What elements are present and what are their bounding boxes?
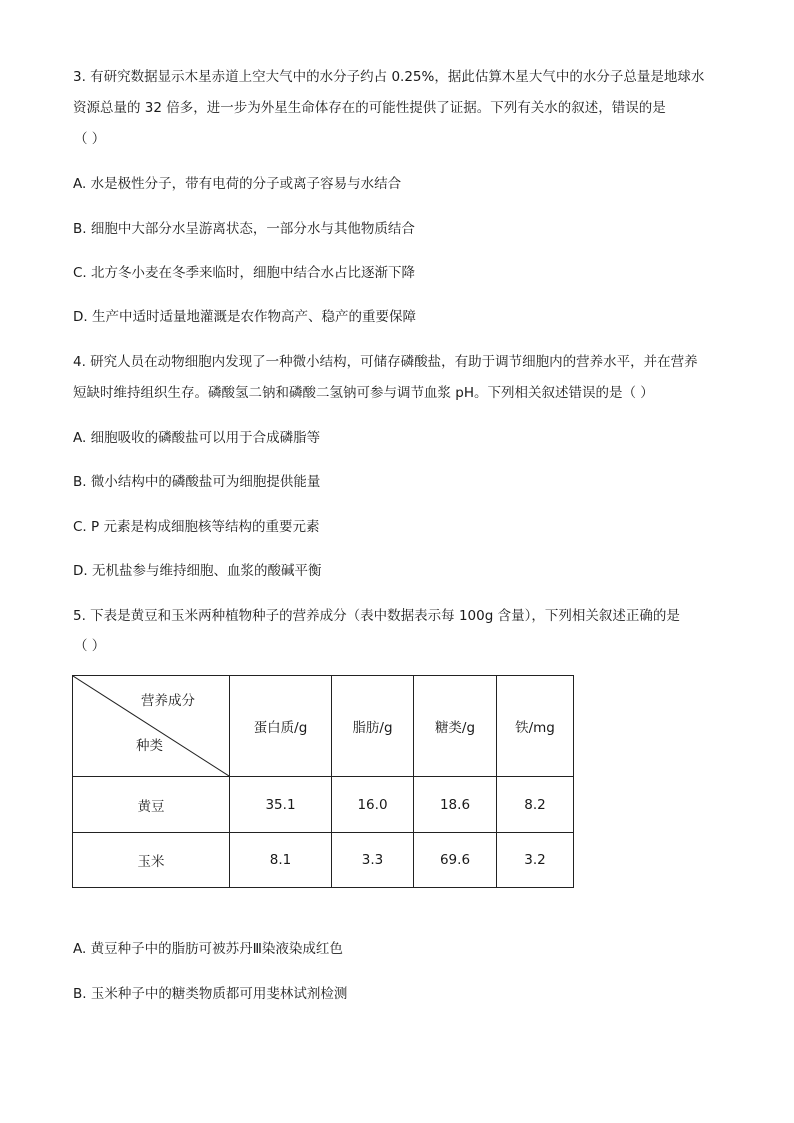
header-iron: 铁/mg bbox=[497, 676, 574, 777]
q4-stem-line2: 短缺时维持组织生存。磷酸氢二钠和磷酸二氢钠可参与调节血浆 pH。下列相关叙述错误的是（ ） bbox=[73, 385, 654, 401]
row-soybean-protein: 35.1 bbox=[230, 777, 332, 833]
table-row bbox=[73, 833, 574, 888]
q4-stem-line1: 4. 研究人员在动物细胞内发现了一种微小结构，可储存磷酸盐，有助于调节细胞内的营养水平，并在营养 bbox=[73, 354, 698, 370]
row-corn-iron: 3.2 bbox=[497, 833, 574, 888]
row-soybean-fat: 16.0 bbox=[332, 777, 414, 833]
q3-option-c: C. 北方冬小麦在冬季来临时，细胞中结合水占比逐渐下降 bbox=[73, 265, 416, 281]
header-sugar: 糖类/g bbox=[414, 676, 497, 777]
nutrition-table bbox=[72, 675, 574, 888]
q3-option-b: B. 细胞中大部分水呈游离状态，一部分水与其他物质结合 bbox=[73, 221, 415, 237]
table-row bbox=[73, 777, 574, 833]
q4-option-c: C. P 元素是构成细胞核等结构的重要元素 bbox=[73, 519, 320, 535]
row-soybean-sugar: 18.6 bbox=[414, 777, 497, 833]
q3-option-d: D. 生产中适时适量地灌溉是农作物高产、稳产的重要保障 bbox=[73, 309, 416, 325]
diagonal-header-cell bbox=[73, 676, 230, 777]
table-header-row bbox=[73, 676, 574, 777]
q4-option-b: B. 微小结构中的磷酸盐可为细胞提供能量 bbox=[73, 474, 321, 490]
row-corn-fat: 3.3 bbox=[332, 833, 414, 888]
row-soybean-iron: 8.2 bbox=[497, 777, 574, 833]
q5-stem-line1: 5. 下表是黄豆和玉米两种植物种子的营养成分（表中数据表示每 100g 含量），下列相关叙述正确的是 bbox=[73, 608, 680, 624]
q3-stem-line2: 资源总量的 32 倍多，进一步为外星生命体存在的可能性提供了证据。下列有关水的叙述，错误的是 bbox=[73, 100, 666, 116]
q3-answer-bracket: （ ） bbox=[74, 131, 106, 147]
q5-option-b: B. 玉米种子中的糖类物质都可用斐林试剂检测 bbox=[73, 986, 348, 1002]
header-nutrient-label: 营养成分 bbox=[141, 693, 195, 709]
row-corn-sugar: 69.6 bbox=[414, 833, 497, 888]
q5-answer-bracket: （ ） bbox=[74, 638, 106, 654]
header-fat: 脂肪/g bbox=[332, 676, 414, 777]
row-corn-name: 玉米 bbox=[73, 833, 230, 888]
q3-option-a: A. 水是极性分子，带有电荷的分子或离子容易与水结合 bbox=[73, 176, 402, 192]
q4-option-d: D. 无机盐参与维持细胞、血浆的酸碱平衡 bbox=[73, 563, 322, 579]
header-protein: 蛋白质/g bbox=[230, 676, 332, 777]
header-species-label: 种类 bbox=[136, 738, 163, 754]
q4-option-a: A. 细胞吸收的磷酸盐可以用于合成磷脂等 bbox=[73, 430, 321, 446]
q3-stem-line1: 3. 有研究数据显示木星赤道上空大气中的水分子约占 0.25%，据此估算木星大气中的水分子总量是地球水 bbox=[73, 69, 705, 85]
row-corn-protein: 8.1 bbox=[230, 833, 332, 888]
row-soybean-name: 黄豆 bbox=[73, 777, 230, 833]
q5-option-a: A. 黄豆种子中的脂肪可被苏丹Ⅲ染液染成红色 bbox=[73, 941, 343, 957]
